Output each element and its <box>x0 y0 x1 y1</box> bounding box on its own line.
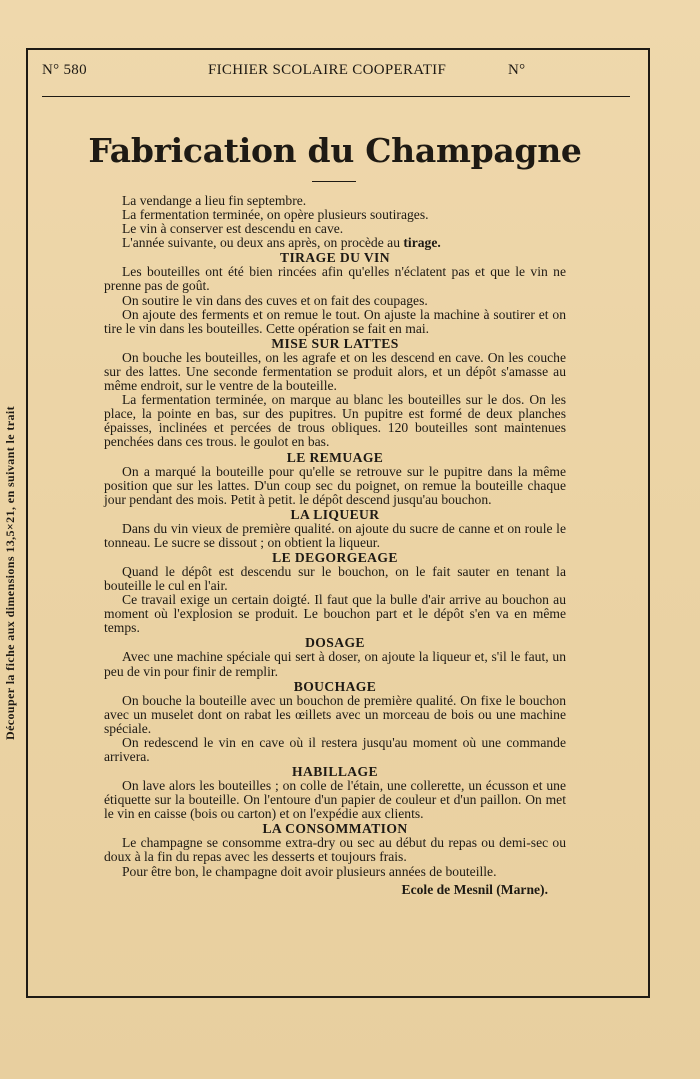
title-underline <box>312 181 356 182</box>
intro-line <box>104 236 566 250</box>
card-number-blank: N° <box>508 62 526 78</box>
paragraph: On lave alors les bouteilles ; on colle de l'étain, une collerette, un écusson et une étiquette sur la bouteille. On l'entoure d'un papier de couleur et d'un paillon. On met le vin en caisse (bois ou carton) et on l'expédie aux clients. <box>104 778 566 822</box>
document-title: Fabrication du Champagne <box>88 131 582 170</box>
paragraph: Avec une machine spéciale qui sert à doser, on ajoute la liqueur et, s'il le faut, un peu de vin pour finir de remplir. <box>104 649 566 679</box>
section-heading: DOSAGE <box>305 635 365 651</box>
section-heading: HABILLAGE <box>292 764 378 780</box>
document-body <box>104 194 566 897</box>
intro-text: L'année suivante, ou deux ans après, on procède au <box>122 235 400 251</box>
section-heading: BOUCHAGE <box>293 678 377 694</box>
intro-line: Le vin à conserver est descendu en cave. <box>122 221 344 237</box>
section-heading: MISE SUR LATTES <box>271 335 399 351</box>
paragraph: On bouche les bouteilles, on les agrafe et on les descend en cave. On les couche sur des lattes. Une seconde fermentation se produit alors, et un dépôt s'amasse au même endroit, sur le ventre de la bouteille. <box>104 349 566 394</box>
paragraph: On a marqué la bouteille pour qu'elle se retrouve sur le pupitre dans la même position que sur les lattes. D'un coup sec du poignet, on remue la bouteille chaque jour pendant des mois. Petit à petit. le dépôt descend jusqu'au bouchon. <box>104 463 566 507</box>
section-heading: LA LIQUEUR <box>290 506 380 522</box>
section-heading: LA CONSOMMATION <box>262 821 408 837</box>
section-heading: TIRAGE DU VIN <box>280 250 390 266</box>
paragraph: On soutire le vin dans des cuves et on fait des coupages. <box>122 292 428 308</box>
series-title: FICHIER SCOLAIRE COOPERATIF <box>208 62 447 78</box>
paragraph: Quand le dépôt est descendu sur le bouchon, on le fait sauter en tenant la bouteille le cul en l'air. <box>104 563 566 594</box>
paragraph: Les bouteilles ont été bien rincées afin qu'elles n'éclatent pas et que le vin ne prenne pas de goût. <box>104 264 566 294</box>
intro-line: La fermentation terminée, on opère plusieurs soutirages. <box>122 207 429 223</box>
section-heading: LE REMUAGE <box>286 449 384 465</box>
paragraph: On redescend le vin en cave où il restera jusqu'au moment où une commande arrivera. <box>104 734 566 764</box>
signature: Ecole de Mesnil (Marne). <box>401 881 548 897</box>
intro-line: La vendange a lieu fin septembre. <box>122 193 307 208</box>
paragraph: Le champagne se consomme extra-dry ou sec au début du repas ou demi-sec ou doux à la fin du repas avec les desserts et toujours frais. <box>104 835 566 865</box>
section-heading: LE DEGORGEAGE <box>272 549 398 565</box>
cutting-instruction: Découper la fiche aux dimensions 13,5×21, en suivant le trait <box>3 405 17 740</box>
paragraph: La fermentation terminée, on marque au blanc les bouteilles sur le dos. On les place, la pointe en bas, sur des pupitres. Un pupitre est formé de deux planches épaisses, inclinées et percées de trous obliques. 120 bouteilles sont maintenues penchées dans ces trous. le goulot en bas. <box>104 392 566 450</box>
paragraph: On ajoute des ferments et on remue le tout. On ajuste la machine à soutirer et on tire le vin dans les bouteilles. Cette opération se fait en mai. <box>104 306 566 336</box>
paragraph: On bouche la bouteille avec un bouchon de première qualité. On fixe le bouchon avec un muselet dont on rabat les œillets avec un morceau de bois ou une machine spéciale. <box>104 692 566 736</box>
card-number: N° 580 <box>42 62 87 78</box>
header-rule <box>42 96 630 97</box>
paragraph: Pour être bon, le champagne doit avoir plusieurs années de bouteille. <box>122 863 497 879</box>
card-header <box>40 62 630 84</box>
paragraph: Ce travail exige un certain doigté. Il faut que la bulle d'air arrive au bouchon au moment où l'explosion se produit. Le bouchon part et le dépôt s'en va en même temps. <box>104 592 566 636</box>
paragraph: Dans du vin vieux de première qualité. on ajoute du sucre de canne et on roule le tonneau. Le sucre se dissout ; on obtient la liqueur. <box>104 520 566 550</box>
intro-emphasis: tirage. <box>403 235 441 251</box>
